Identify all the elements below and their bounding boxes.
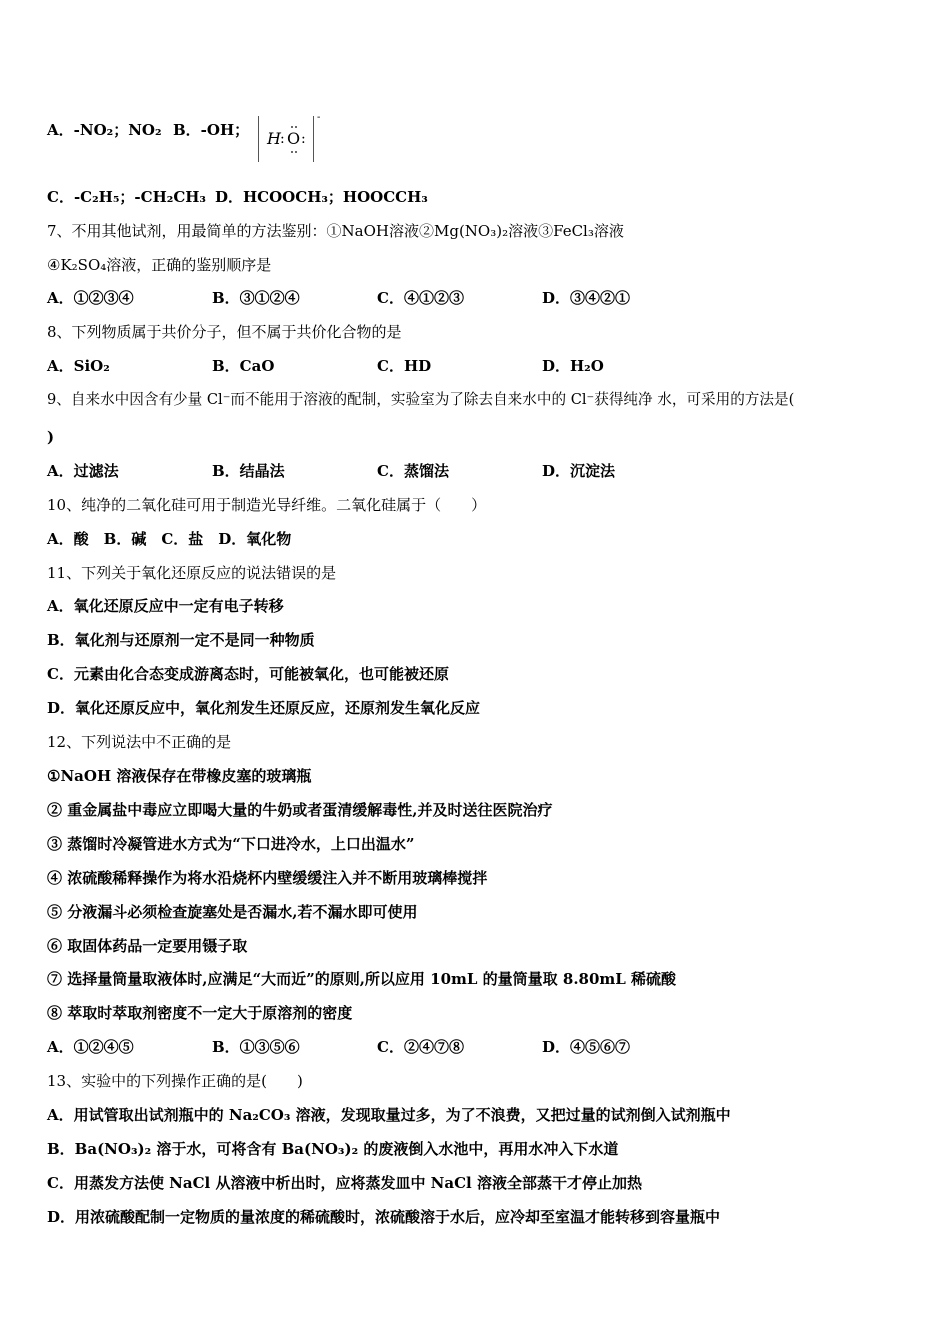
q9-stem-line1: 9、自来水中因含有少量 Cl⁻而不能用于溶液的配制，实验室为了除去自来水中的 Cl⁻获得纯净 水，可采用的方法是( [47,391,795,408]
lewis-dot [291,151,293,153]
q8-option-a: A．SiO₂ [47,357,110,375]
q13-option-c: C．用蒸发方法使 NaCl 从溶液中析出时，应将蒸发皿中 NaCl 溶液全部蒸干才停止加热 [47,1174,642,1192]
q12-option-b: B．①③⑤⑥ [212,1038,300,1056]
q8-option-b: B．CaO [212,357,275,375]
q12-item-2: ② 重金属盐中毒应立即喝大量的牛奶或者蛋清缓解毒性,并及时送往医院治疗 [47,801,553,819]
q9-option-b: B．结晶法 [212,462,285,480]
q10-stem: 10、纯净的二氧化硅可用于制造光导纤维。二氧化硅属于（ ） [47,496,487,514]
lewis-dot [291,126,293,128]
q7-option-b: B．③①②④ [212,289,300,307]
q8-option-d: D．H₂O [542,357,604,375]
q11-option-c: C．元素由化合态变成游离态时，可能被氧化，也可能被还原 [47,665,449,683]
q12-item-3: ③ 蒸馏时冷凝管进水方式为“下口进冷水，上口出温水” [47,835,415,853]
q6-option-b: B．-OH； [173,121,250,139]
q9-option-d: D．沉淀法 [542,462,616,480]
lewis-minus: - [317,112,321,123]
lewis-sep: : [280,131,285,147]
q7-option-c: C．④①②③ [377,289,464,307]
lewis-structure-hydroxide [258,112,321,162]
q12-stem: 12、下列说法中不正确的是 [47,733,232,751]
q6-option-c: C．-C₂H₅；-CH₂CH₃ [47,188,207,206]
q11-option-b: B．氧化剂与还原剂一定不是同一种物质 [47,631,315,649]
q9-option-c: C．蒸馏法 [377,462,449,480]
q12-item-7: ⑦ 选择量筒量取液体时,应满足“大而近”的原则,所以应用 10mL 的量筒量取 8.80mL 稀硫酸 [47,970,677,988]
lewis-structure-icon [259,112,321,162]
lewis-colon: : [301,131,306,147]
q7-option-a: A．①②③④ [47,289,134,307]
q6-option-d: D．HCOOCH₃；HOOCCH₃ [215,188,428,206]
q7-stem-line2: ④K₂SO₄溶液，正确的鉴别顺序是 [47,256,272,274]
lewis-dot [295,151,297,153]
q13-option-b: B．Ba(NO₃)₂ 溶于水，可将含有 Ba(NO₃)₂ 的废液倒入水池中，再用水冲入下水道 [47,1140,619,1158]
q12-item-1: ①NaOH 溶液保存在带橡皮塞的玻璃瓶 [47,767,312,785]
q8-stem: 8、下列物质属于共价分子，但不属于共价化合物的是 [47,323,402,341]
q8-option-c: C．HD [377,357,432,375]
q12-item-4: ④ 浓硫酸稀释操作为将水沿烧杯内壁缓缓注入并不断用玻璃棒搅拌 [47,869,488,887]
q13-option-d: D．用浓硫酸配制一定物质的量浓度的稀硫酸时，浓硫酸溶于水后，应冷却至室温才能转移到容量瓶中 [47,1208,721,1226]
q6-option-a: A．-NO₂；NO₂ [47,121,162,139]
q12-option-a: A．①②④⑤ [47,1038,134,1056]
q7-stem-line1: 7、不用其他试剂，用最简单的方法鉴别：①NaOH溶液②Mg(NO₃)₂溶液③FeCl₃溶液 [47,222,624,240]
q13-stem: 13、实验中的下列操作正确的是( ) [47,1072,303,1090]
lewis-dot [295,126,297,128]
q13-option-a: A．用试管取出试剂瓶中的 Na₂CO₃ 溶液，发现取量过多，为了不浪费，又把过量的试剂倒入试剂瓶中 [47,1106,731,1124]
q12-item-5: ⑤ 分液漏斗必须检查旋塞处是否漏水,若不漏水即可使用 [47,903,418,921]
q11-option-a: A．氧化还原反应中一定有电子转移 [47,597,284,615]
q7-option-d: D．③④②① [542,289,631,307]
q9-stem-line2: ) [47,428,55,446]
q12-option-d: D．④⑤⑥⑦ [542,1038,631,1056]
q10-options: A．酸 B．碱 C．盐 D．氧化物 [47,530,292,548]
q11-stem: 11、下列关于氧化还原反应的说法错误的是 [47,564,337,582]
q12-item-6: ⑥ 取固体药品一定要用镊子取 [47,937,248,955]
q9-option-a: A．过滤法 [47,462,119,480]
q11-option-d: D．氧化还原反应中，氧化剂发生还原反应，还原剂发生氧化反应 [47,699,481,717]
lewis-h: H [267,129,281,148]
q12-item-8: ⑧ 萃取时萃取剂密度不一定大于原溶剂的密度 [47,1004,353,1022]
q12-option-c: C．②④⑦⑧ [377,1038,464,1056]
lewis-o: O [287,129,301,148]
